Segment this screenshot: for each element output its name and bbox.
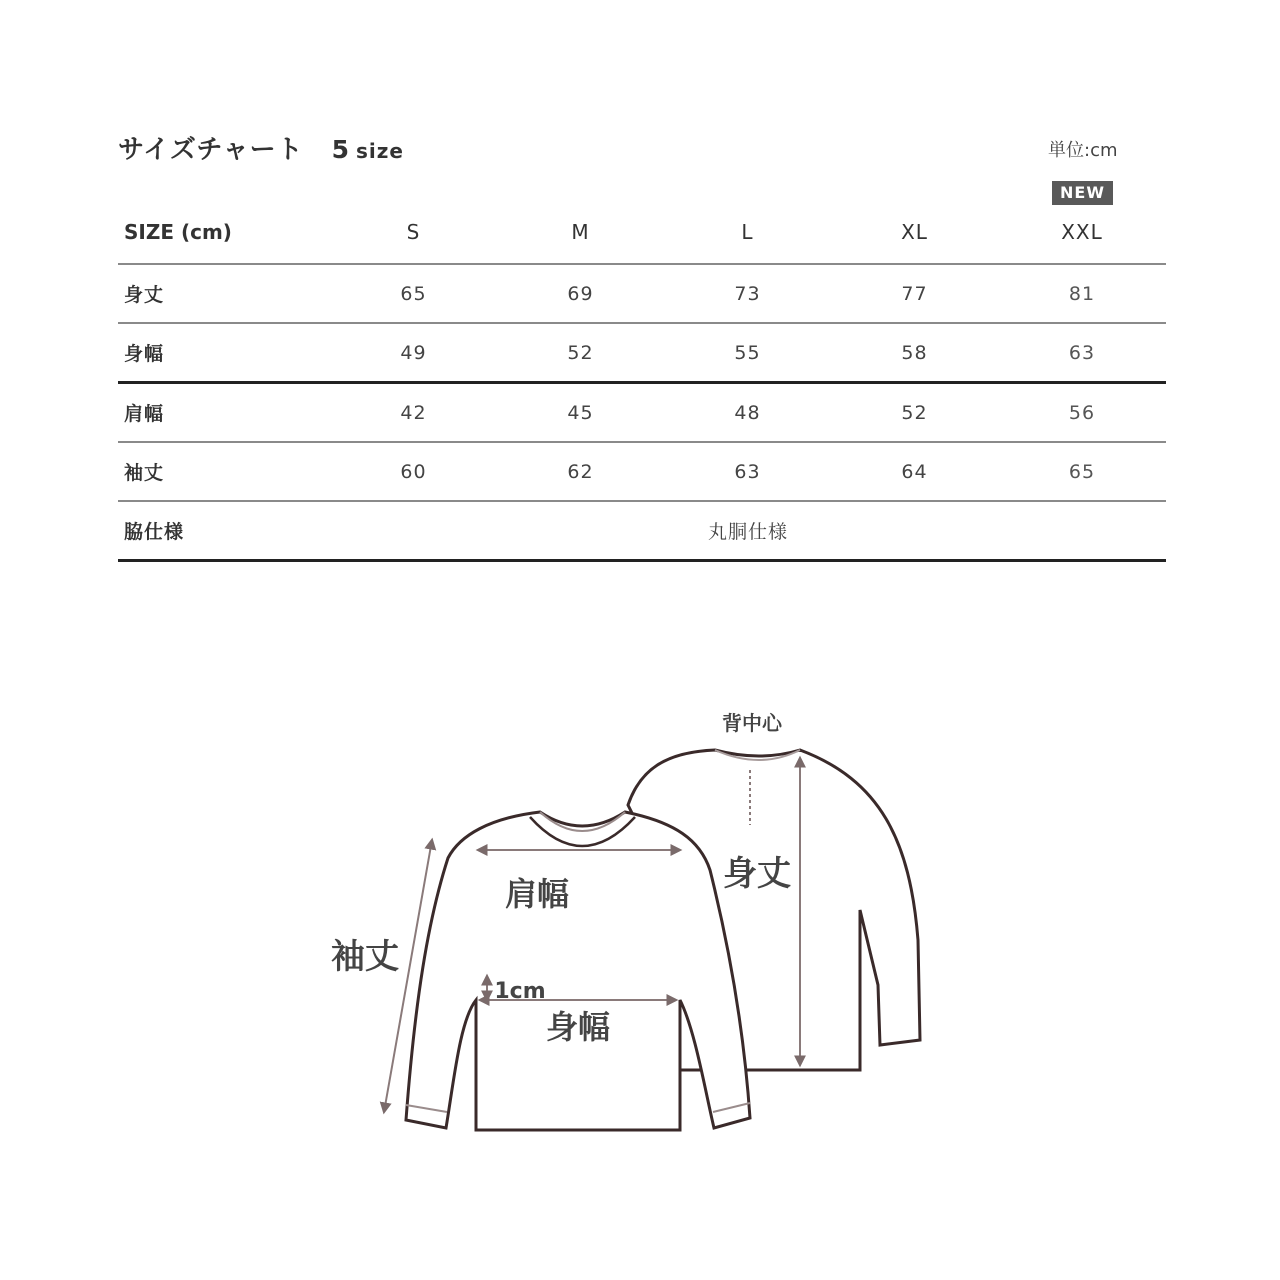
table-row [118, 323, 1166, 383]
column-header-l: L [664, 200, 831, 264]
row-label: 脇仕様 [118, 501, 330, 561]
table-cell: 63 [664, 442, 831, 501]
table-cell: 64 [831, 442, 998, 501]
table-cell-merged: 丸胴仕様 [330, 501, 1166, 561]
page-title [118, 129, 404, 166]
unit-label: 単位:cm [1048, 140, 1118, 161]
row-label: 身幅 [118, 323, 330, 383]
table-cell: 65 [998, 442, 1166, 501]
size-count: 5 [331, 135, 351, 164]
table-cell: 48 [664, 383, 831, 443]
table-cell: 52 [497, 323, 664, 383]
table-row [118, 501, 1166, 561]
row-label: 袖丈 [118, 442, 330, 501]
table-cell: 73 [664, 264, 831, 323]
table-row [118, 264, 1166, 323]
garment-diagram [320, 700, 940, 1150]
row-label: 肩幅 [118, 383, 330, 443]
label-body-length: 身丈 [723, 854, 791, 894]
table-row [118, 442, 1166, 501]
table-cell: 65 [330, 264, 497, 323]
label-offset: 1cm [494, 979, 546, 1004]
table-cell: 77 [831, 264, 998, 323]
table-cell: 69 [497, 264, 664, 323]
label-body-width: 身幅 [545, 1008, 611, 1046]
title-text: サイズチャート [118, 135, 304, 165]
row-label: 身丈 [118, 264, 330, 323]
table-cell: 42 [330, 383, 497, 443]
size-table [118, 200, 1166, 562]
table-cell: 45 [497, 383, 664, 443]
table-cell: 49 [330, 323, 497, 383]
column-header-s: S [330, 200, 497, 264]
table-row [118, 383, 1166, 443]
column-header-xl: XL [831, 200, 998, 264]
label-back-center: 背中心 [722, 711, 782, 735]
table-cell: 81 [998, 264, 1166, 323]
label-shoulder-width: 肩幅 [504, 875, 570, 913]
size-count-unit: size [356, 139, 404, 163]
front-shirt-outline [406, 812, 750, 1130]
table-cell: 63 [998, 323, 1166, 383]
table-cell: 60 [330, 442, 497, 501]
table-cell: 62 [497, 442, 664, 501]
table-corner-label: SIZE (cm) [118, 200, 330, 264]
label-sleeve-length: 袖丈 [331, 937, 399, 977]
table-cell: 55 [664, 323, 831, 383]
table-cell: 56 [998, 383, 1166, 443]
column-header-m: M [497, 200, 664, 264]
new-badge: NEW [1052, 181, 1113, 205]
column-header-xxl: XXL [998, 200, 1166, 264]
table-cell: 52 [831, 383, 998, 443]
table-cell: 58 [831, 323, 998, 383]
table-header-row [118, 200, 1166, 264]
